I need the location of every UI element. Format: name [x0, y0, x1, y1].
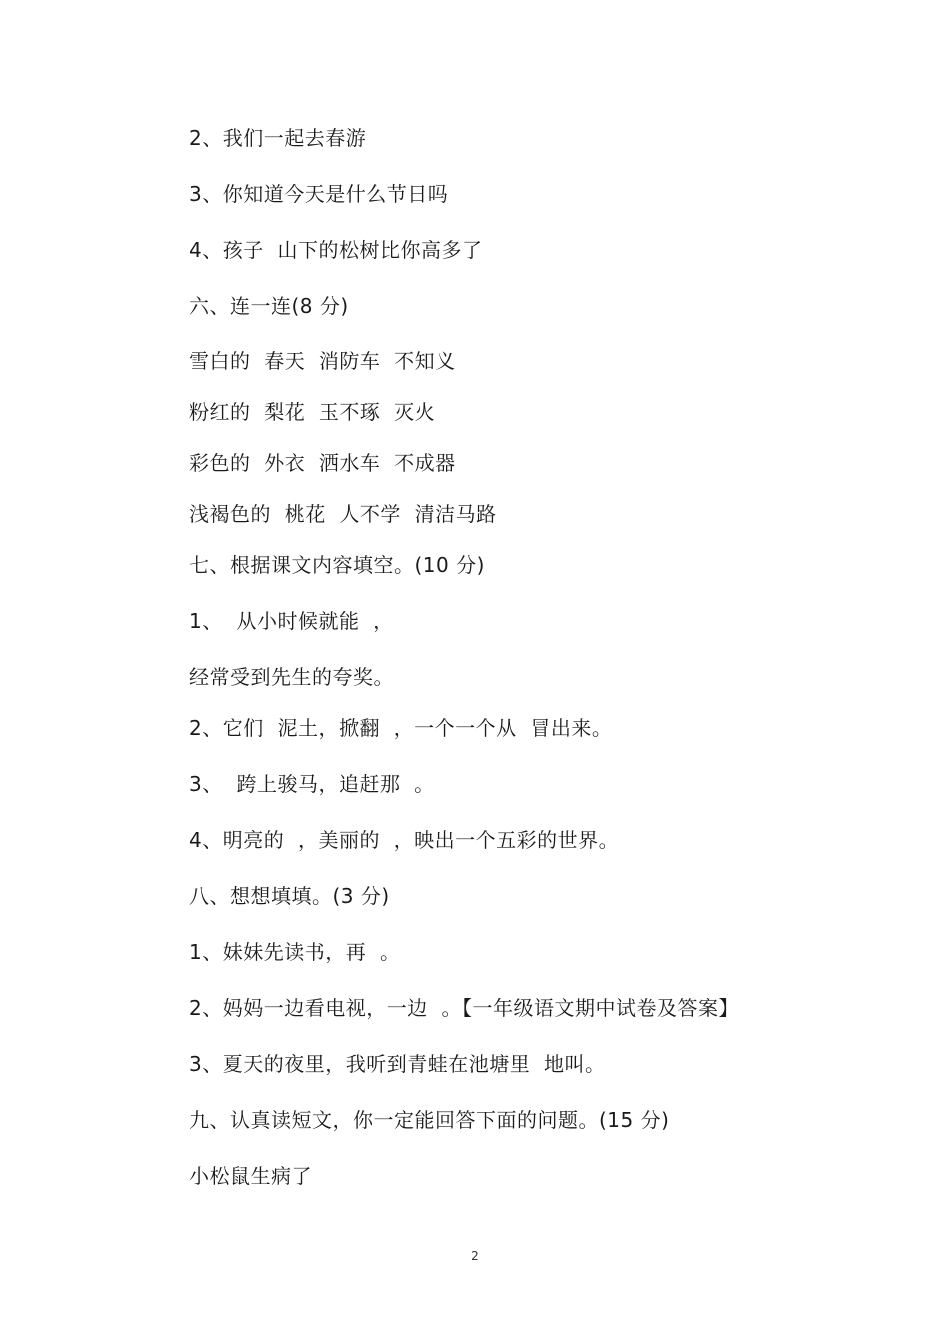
section-heading: 八、想想填填。(3 分): [189, 884, 390, 908]
text-line: 浅褐色的 桃花 人不学 清洁马路: [189, 502, 497, 526]
section-heading: 七、根据课文内容填空。(10 分): [189, 553, 485, 577]
text-line: 4、孩子 山下的松树比你高多了: [189, 238, 483, 262]
text-line: 彩色的 外衣 洒水车 不成器: [189, 451, 456, 475]
text-line: 2、妈妈一边看电视，一边 。【一年级语文期中试卷及答案】: [189, 996, 739, 1020]
text-line: 3、 跨上骏马，追赶那 。: [189, 772, 435, 796]
text-line: 经常受到先生的夸奖。: [189, 665, 394, 689]
text-line: 3、夏天的夜里，我听到青蛙在池塘里 地叫。: [189, 1052, 606, 1076]
text-line: 3、你知道今天是什么节日吗: [189, 182, 449, 206]
text-line: 1、妹妹先读书，再 。: [189, 940, 401, 964]
text-line: 1、 从小时候就能 ，: [189, 609, 394, 633]
text-line: 2、我们一起去春游: [189, 126, 367, 150]
text-line: 粉红的 梨花 玉不琢 灭火: [189, 400, 436, 424]
text-line: 小松鼠生病了: [189, 1164, 312, 1188]
page-number: 2: [471, 1249, 479, 1263]
text-line: 2、它们 泥土，掀翻 ，一个一个从 冒出来。: [189, 716, 613, 740]
text-line: 雪白的 春天 消防车 不知义: [189, 349, 456, 373]
section-heading: 九、认真读短文，你一定能回答下面的问题。(15 分): [189, 1108, 670, 1132]
text-line: 4、明亮的 ，美丽的 ，映出一个五彩的世界。: [189, 828, 620, 852]
section-heading: 六、连一连(8 分): [189, 294, 349, 318]
